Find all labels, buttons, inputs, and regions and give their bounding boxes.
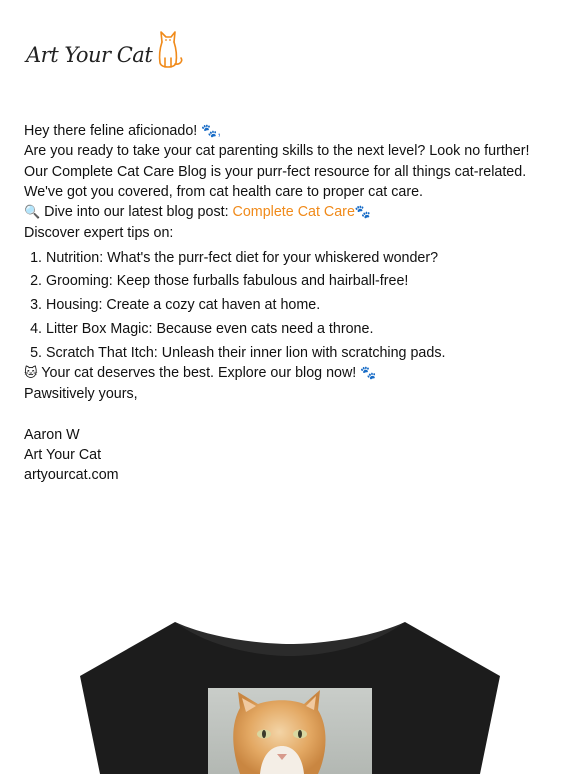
list-item: 1. Nutrition: What's the purr-fect diet for your whiskered wonder? bbox=[46, 248, 554, 268]
cat-logo-icon bbox=[154, 28, 184, 70]
closing-text: Your cat deserves the best. Explore our blog now! bbox=[41, 365, 357, 382]
dive-text: Dive into our latest blog post: bbox=[44, 204, 229, 221]
magnifier-icon: 🔍 bbox=[24, 205, 41, 221]
signature-company: Art Your Cat bbox=[24, 446, 102, 463]
signature-name: Aaron W bbox=[24, 426, 80, 443]
blog-post-link[interactable]: Complete Cat Care bbox=[232, 204, 355, 221]
intro-text: Are you ready to take your cat parenting skills to the next level? Look no further! bbox=[24, 143, 530, 160]
greeting-text: Hey there feline aficionado! bbox=[24, 123, 198, 139]
paw-icon: 🐾 bbox=[354, 204, 372, 220]
description-text: Our Complete Cat Care Blog is your purr-fect resource for all things cat-related. We've got you covered, from cat health care to proper cat care. bbox=[24, 163, 527, 200]
closing-line bbox=[24, 363, 554, 384]
list-item: 5. Scratch That Itch: Unleash their inner lion with scratching pads. bbox=[46, 343, 554, 363]
cat-tshirt-image[interactable] bbox=[80, 604, 500, 774]
signature-site: artyourcat.com bbox=[24, 467, 119, 484]
discover-text: Discover expert tips on: bbox=[24, 225, 174, 242]
dive-line bbox=[24, 202, 554, 223]
paw-icon: 🐾 bbox=[360, 365, 377, 381]
logo-text: Art Your Cat bbox=[26, 43, 153, 67]
tips-list bbox=[24, 248, 554, 363]
brand-logo[interactable] bbox=[26, 28, 184, 70]
list-item: 4. Litter Box Magic: Because even cats need a throne. bbox=[46, 319, 554, 339]
list-item: 2. Grooming: Keep those furballs fabulous and hairball-free! bbox=[46, 271, 554, 291]
list-item: 3. Housing: Create a cozy cat haven at home. bbox=[46, 295, 554, 315]
spacer bbox=[24, 405, 554, 425]
greeting-line bbox=[24, 121, 554, 141]
signoff-text: Pawsitively yours, bbox=[24, 386, 138, 403]
paw-icon: 🐾, bbox=[201, 123, 222, 138]
cat-face-icon: 🐱 bbox=[24, 366, 38, 382]
email-body bbox=[24, 121, 554, 486]
